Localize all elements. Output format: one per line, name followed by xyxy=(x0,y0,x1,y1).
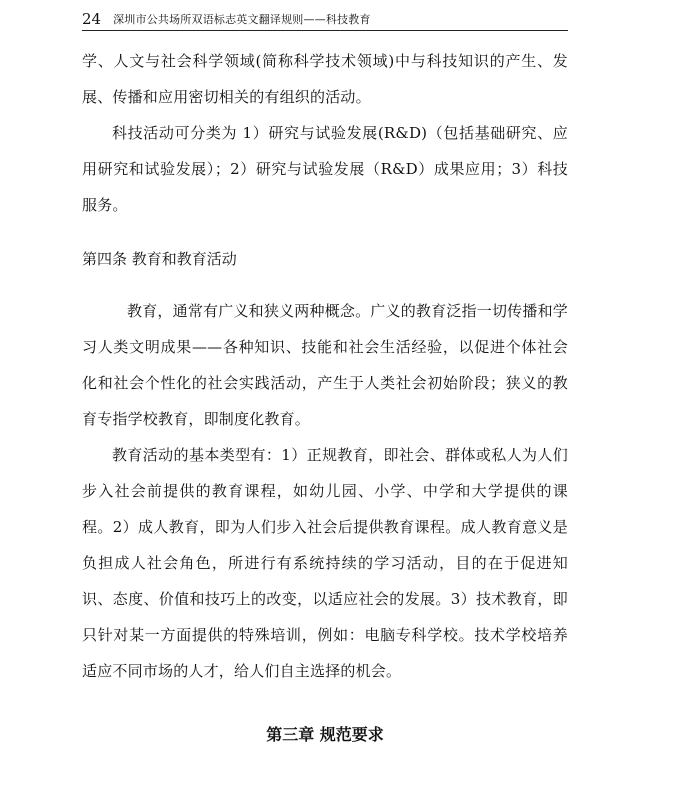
paragraph-3: 教育，通常有广义和狭义两种概念。广义的教育泛指一切传播和学习人类文明成果——各种知识、技能和社会生活经验，以促进个体社会化和社会个性化的社会实践活动，产生于人类社会初始阶段；狭义的教育专指学校教育，即制度化教育。 xyxy=(82,302,568,428)
article-title: 第四条 教育和教育活动 xyxy=(82,250,237,268)
document-body xyxy=(82,43,568,753)
spacer-2 xyxy=(82,277,568,293)
running-title: 深圳市公共场所双语标志英文翻译规则——科技教育 xyxy=(113,13,371,26)
spacer-3 xyxy=(82,689,568,717)
paragraph-4: 教育活动的基本类型有：1）正规教育，即社会、群体或私人为人们步入社会前提供的教育课程，如幼儿园、小学、中学和大学提供的课程。2）成人教育，即为人们步入社会后提供教育课程。成人教育意义是负担成人社会角色，所进行有系统持续的学习活动，目的在于促进知识、态度、价值和技巧上的改变，以适应社会的发展。3）技术教育，即只针对某一方面提供的特殊培训，例如：电脑专科学校。技术学校培养适应不同市场的人才，给人们自主选择的机会。 xyxy=(82,446,568,680)
paragraph-2: 科技活动可分类为 1）研究与试验发展(R&D)（包括基础研究、应用研究和试验发展）；2）研究与试验发展（R&D）成果应用；3）科技服务。 xyxy=(82,124,568,214)
paragraph-1: 学、人文与社会科学领域(简称科学技术领域)中与科技知识的产生、发展、传播和应用密切相关的有组织的活动。 xyxy=(82,52,568,106)
page-header xyxy=(82,8,568,31)
page-number: 24 xyxy=(82,10,102,28)
spacer-1 xyxy=(82,223,568,241)
chapter-title: 第三章 规范要求 xyxy=(266,725,384,744)
